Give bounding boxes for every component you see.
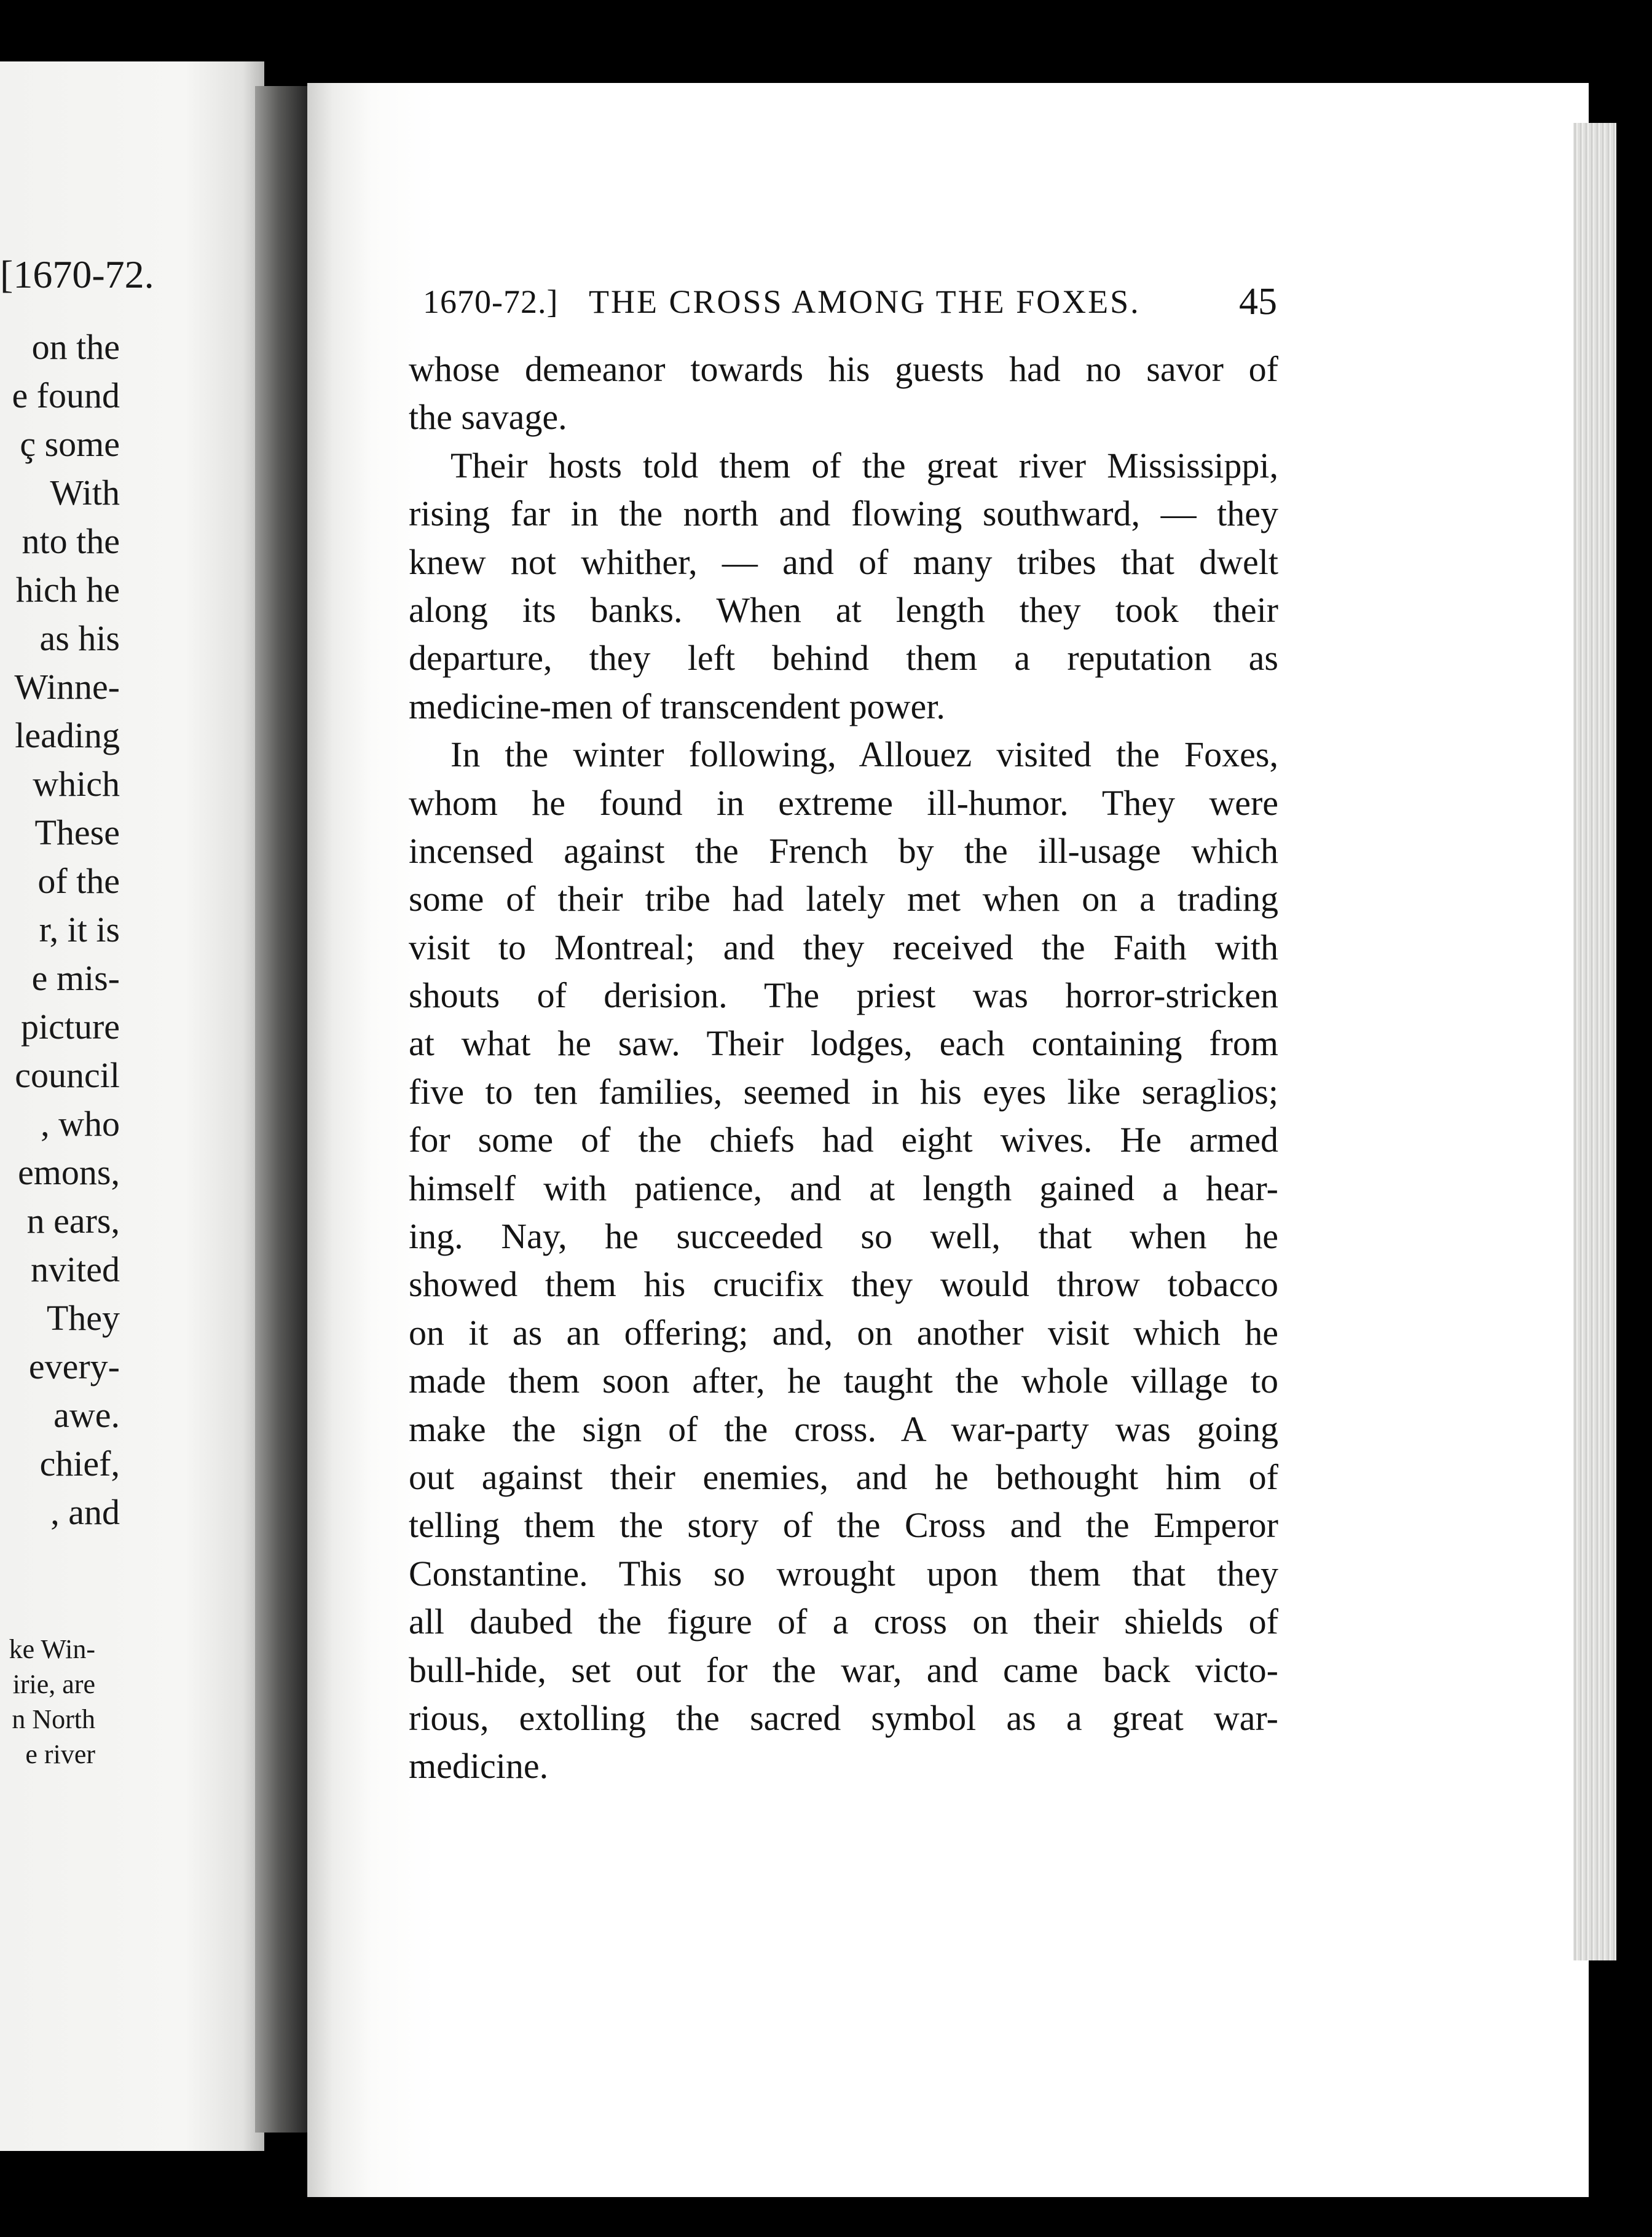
left-text-line: council [15, 1055, 120, 1095]
left-text-line: hich he [15, 570, 120, 610]
page-edges [1573, 123, 1616, 1960]
text-line: In the winter following, Allouez visited the Foxes, [450, 734, 1278, 775]
text-line: some of their tribe had lately met when on a trading [409, 879, 1278, 919]
text-line: incensed against the French by the ill-usage which [409, 830, 1278, 871]
text-line: telling them the story of the Cross and the Emperor [409, 1505, 1278, 1546]
left-page-text [0, 323, 120, 1536]
text-line: along its banks. When at length they took their [409, 589, 1278, 630]
text-line: shouts of derision. The priest was horror-stricken [409, 975, 1278, 1016]
header-dates: 1670-72.] [423, 283, 559, 320]
left-note-line: n North [12, 1704, 95, 1734]
left-text-line: ç some [20, 424, 120, 464]
left-note-line: e river [25, 1739, 95, 1769]
text-line: rious, extolling the sacred symbol as a great war- [409, 1697, 1278, 1738]
left-page [0, 61, 264, 2151]
left-text-line: emons, [18, 1152, 120, 1192]
text-line: made them soon after, he taught the whole village to [409, 1361, 1278, 1401]
left-note-line: ke Win- [9, 1634, 95, 1664]
left-page-footnotes [0, 1632, 95, 1772]
left-text-line: e found [12, 375, 120, 415]
text-line: departure, they left behind them a reputation as [409, 638, 1278, 678]
page-number: 45 [1239, 281, 1277, 323]
text-line: make the sign of the cross. A war-party was going [409, 1409, 1278, 1449]
left-text-line: n ears, [26, 1201, 120, 1241]
text-line: rising far in the north and flowing southward, — they [409, 493, 1278, 534]
left-text-line: , who [41, 1104, 120, 1144]
text-line: five to ten families, seemed in his eyes like seraglios; [409, 1071, 1278, 1112]
left-text-line: on the [31, 327, 120, 367]
left-text-line: They [46, 1298, 120, 1338]
text-line: knew not whither, — and of many tribes that dwelt [409, 541, 1278, 582]
left-text-line: chief, [39, 1444, 120, 1484]
text-line: medicine-men of transcendent power. [409, 686, 945, 726]
left-text-line: With [50, 473, 120, 513]
text-line: the savage. [409, 397, 567, 438]
text-line: all daubed the figure of a cross on their shields of [409, 1602, 1278, 1642]
running-head [423, 283, 1277, 326]
left-text-line: nto the [22, 521, 120, 561]
text-line: whom he found in extreme ill-humor. They were [409, 782, 1278, 823]
text-line: for some of the chiefs had eight wives. He armed [409, 1120, 1278, 1160]
text-line: whose demeanor towards his guests had no savor of [409, 349, 1278, 389]
left-text-line: Winne- [14, 667, 120, 707]
text-line: on it as an offering; and, on another visit which he [409, 1312, 1278, 1353]
left-text-line: every- [28, 1347, 120, 1386]
left-text-line: , and [50, 1492, 120, 1532]
left-text-line: which [33, 764, 120, 804]
left-text-line: picture [20, 1007, 120, 1047]
text-line: Their hosts told them of the great river Mississippi, [450, 445, 1278, 486]
text-line: visit to Montreal; and they received the Faith with [409, 927, 1278, 967]
left-text-line: r, it is [39, 910, 120, 949]
left-note-line: irie, are [12, 1669, 95, 1699]
left-text-line: These [34, 812, 120, 852]
text-line: medicine. [409, 1746, 549, 1787]
book-gutter [255, 86, 307, 2133]
text-line: himself with patience, and at length gained a hear- [409, 1168, 1278, 1208]
text-line: at what he saw. Their lodges, each containing from [409, 1023, 1278, 1064]
text-line: ing. Nay, he succeeded so well, that when he [409, 1216, 1278, 1257]
text-line: showed them his crucifix they would throw tobacco [409, 1264, 1278, 1305]
text-line: bull-hide, set out for the war, and came back victo- [409, 1649, 1278, 1690]
left-text-line: awe. [53, 1395, 120, 1435]
left-text-line: e mis- [31, 958, 120, 998]
left-page-header: [1670-72. [0, 253, 154, 296]
text-line: out against their enemies, and he bethought him of [409, 1457, 1278, 1497]
text-line: Constantine. This so wrought upon them that they [409, 1553, 1278, 1594]
left-text-line: of the [37, 861, 120, 901]
body-text [409, 345, 1278, 1791]
left-text-line: as his [39, 618, 120, 658]
header-title: THE CROSS AMONG THE FOXES. [589, 283, 1141, 320]
left-text-line: leading [15, 715, 120, 755]
left-text-line: nvited [31, 1249, 120, 1289]
